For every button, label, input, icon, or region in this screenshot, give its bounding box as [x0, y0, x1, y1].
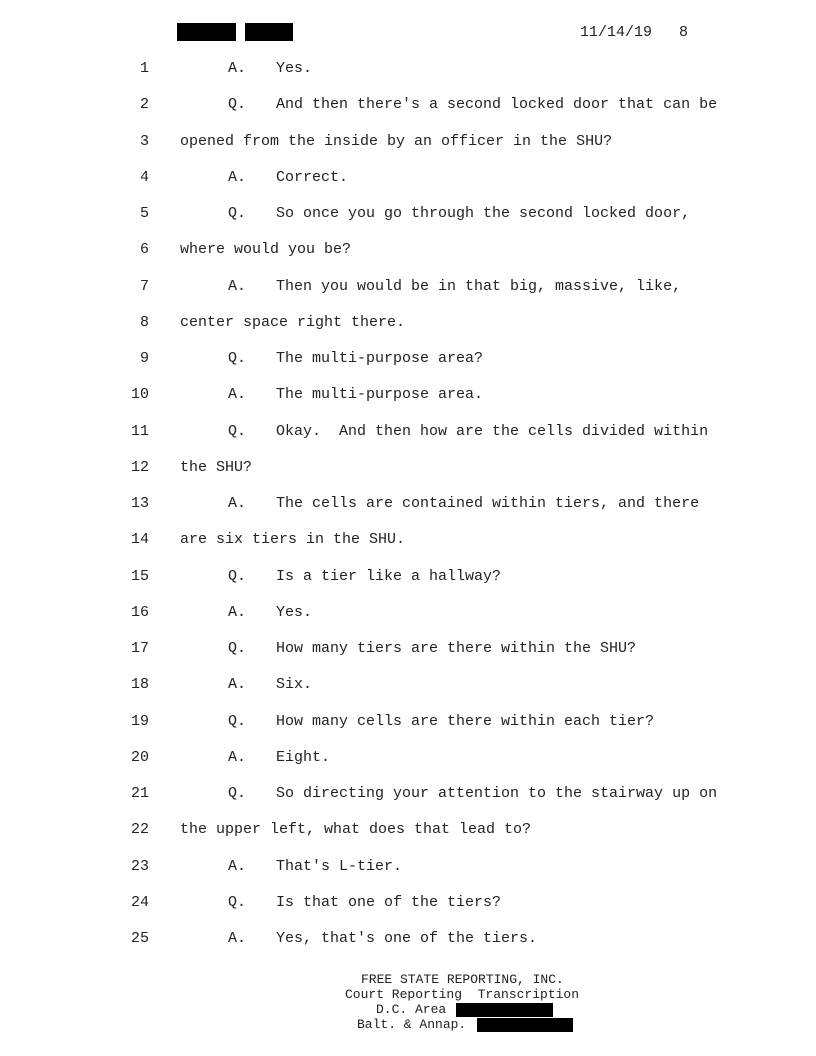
speaker-label: Q. [228, 422, 247, 440]
line-number: 7 [139, 277, 149, 295]
footer-balt-label: Balt. & Annap. [357, 1017, 467, 1032]
transcript-line [0, 749, 816, 769]
redaction-block [456, 1003, 553, 1017]
testimony-continuation: are six tiers in the SHU. [180, 531, 406, 549]
testimony-continuation: where would you be? [180, 241, 352, 259]
line-number: 9 [139, 350, 149, 367]
line-number: 18 [130, 676, 149, 694]
testimony-text: Then you would be in that big, massive, like, [276, 277, 682, 295]
line-number: 16 [130, 603, 149, 621]
testimony-text: Is a tier like a hallway? [276, 567, 502, 585]
transcript-line [0, 459, 816, 479]
speaker-label: A. [228, 60, 247, 77]
transcript-line [0, 241, 816, 261]
testimony-text: The multi-purpose area. [276, 386, 484, 404]
testimony-text: Six. [276, 676, 313, 694]
transcript-line [0, 386, 816, 406]
testimony-continuation: opened from the inside by an officer in the SHU? [180, 132, 613, 150]
line-number: 10 [130, 386, 149, 404]
header-date: 11/14/19 [580, 24, 653, 41]
line-number: 8 [139, 313, 149, 331]
line-number: 20 [130, 748, 149, 766]
testimony-continuation: the upper left, what does that lead to? [180, 821, 532, 839]
line-number: 13 [130, 495, 149, 512]
line-number: 2 [139, 96, 149, 114]
testimony-text: Yes. [276, 603, 313, 621]
speaker-label: A. [228, 603, 247, 621]
line-number: 6 [139, 241, 149, 259]
speaker-label: A. [228, 676, 247, 694]
speaker-label: Q. [228, 893, 247, 911]
testimony-text: And then there's a second locked door that can be [276, 96, 718, 114]
transcript-line [0, 205, 816, 225]
speaker-label: A. [228, 748, 247, 766]
testimony-text: The cells are contained within tiers, and there [276, 495, 700, 512]
footer-company: FREE STATE REPORTING, INC. [361, 972, 564, 987]
speaker-label: A. [228, 495, 247, 512]
speaker-label: A. [228, 168, 247, 186]
header-page-number: 8 [679, 24, 689, 41]
transcript-line [0, 278, 816, 298]
testimony-text: Yes. [276, 60, 313, 77]
transcript-line [0, 604, 816, 624]
speaker-label: Q. [228, 785, 247, 802]
line-number: 22 [130, 821, 149, 839]
testimony-text: Yes, that's one of the tiers. [276, 930, 538, 947]
transcript-line [0, 821, 816, 841]
testimony-text: Okay. And then how are the cells divided within [276, 422, 709, 440]
testimony-text: How many tiers are there within the SHU? [276, 640, 637, 657]
transcript-line [0, 930, 816, 950]
transcript-line [0, 894, 816, 914]
speaker-label: Q. [228, 712, 247, 730]
line-number: 23 [130, 857, 149, 875]
transcript-line [0, 785, 816, 805]
page-header [580, 24, 688, 41]
speaker-label: A. [228, 386, 247, 404]
speaker-label: Q. [228, 640, 247, 657]
line-number: 5 [139, 205, 149, 222]
transcript-line [0, 314, 816, 334]
testimony-continuation: center space right there. [180, 313, 406, 331]
transcript-line [0, 169, 816, 189]
speaker-label: Q. [228, 567, 247, 585]
speaker-label: A. [228, 277, 247, 295]
line-number: 19 [130, 712, 149, 730]
line-number: 17 [130, 640, 149, 657]
testimony-text: That's L-tier. [276, 857, 403, 875]
speaker-label: A. [228, 857, 247, 875]
testimony-text: How many cells are there within each tier? [276, 712, 655, 730]
line-number: 11 [130, 422, 149, 440]
transcript-line [0, 133, 816, 153]
line-number: 24 [130, 893, 149, 911]
redaction-block [245, 23, 293, 41]
testimony-continuation: the SHU? [180, 458, 253, 476]
line-number: 3 [139, 132, 149, 150]
speaker-label: Q. [228, 96, 247, 114]
speaker-label: Q. [228, 205, 247, 222]
line-number: 14 [130, 531, 149, 549]
transcript-line [0, 350, 816, 370]
transcript-line [0, 531, 816, 551]
transcript-line [0, 423, 816, 443]
redaction-block [177, 23, 236, 41]
transcript-line [0, 676, 816, 696]
line-number: 4 [139, 168, 149, 186]
transcript-line [0, 858, 816, 878]
line-number: 21 [130, 785, 149, 802]
transcript-line [0, 713, 816, 733]
testimony-text: The multi-purpose area? [276, 350, 484, 367]
line-number: 25 [130, 930, 149, 947]
line-number: 1 [139, 60, 149, 77]
transcript-line [0, 60, 816, 80]
footer-services: Court Reporting Transcription [345, 987, 580, 1002]
transcript-line [0, 568, 816, 588]
line-number: 15 [130, 567, 149, 585]
testimony-text: Eight. [276, 748, 331, 766]
transcript-line [0, 640, 816, 660]
testimony-text: So directing your attention to the stairway up on [276, 785, 718, 802]
transcript-line [0, 495, 816, 515]
speaker-label: A. [228, 930, 247, 947]
testimony-text: Is that one of the tiers? [276, 893, 502, 911]
testimony-text: So once you go through the second locked door, [276, 205, 691, 222]
redaction-block [477, 1018, 573, 1032]
speaker-label: Q. [228, 350, 247, 367]
footer-dc-label: D.C. Area [376, 1002, 447, 1017]
line-number: 12 [130, 458, 149, 476]
testimony-text: Correct. [276, 168, 349, 186]
transcript-line [0, 96, 816, 116]
